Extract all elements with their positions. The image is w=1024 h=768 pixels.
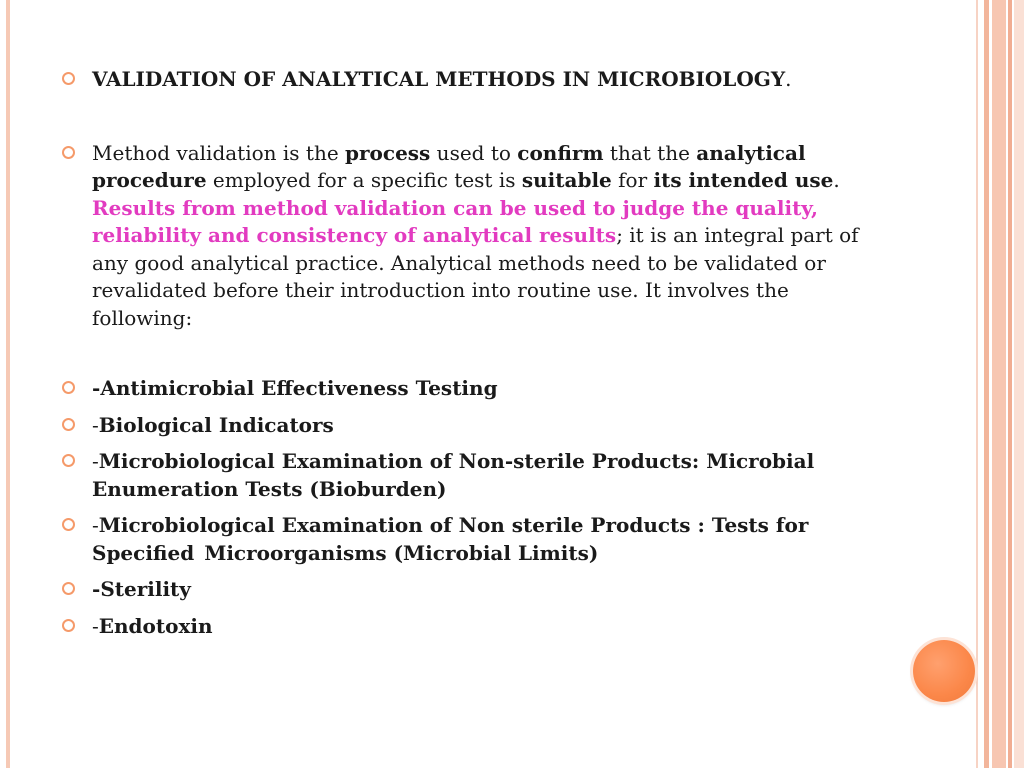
decorative-orange-circle — [913, 640, 975, 702]
bullet-circle-icon — [62, 619, 75, 632]
bullet-circle-icon — [62, 454, 75, 467]
list-item — [62, 576, 882, 604]
list-item — [62, 375, 882, 403]
list-item-prefix: - — [92, 449, 99, 473]
bullet-circle-icon — [62, 418, 75, 431]
list-item-text: Sterility — [100, 577, 191, 601]
list-item-text: Biological Indicators — [98, 412, 334, 437]
list-item-text: Microbiological Examination of Non-sterile Products: Microbial Enumeration Tests (Bioburden) — [92, 449, 815, 501]
bullet-circle-icon — [62, 381, 75, 394]
paragraph-text: . — [833, 168, 840, 192]
paragraph-bold: its intended use — [653, 168, 834, 192]
stripe — [1014, 0, 1024, 768]
list-item-prefix: - — [92, 513, 99, 537]
list-item — [62, 512, 882, 567]
list-item-text: Microbiological Examination of Non sterile Products : Tests for Specified — [92, 513, 809, 565]
paragraph-text: for — [611, 168, 654, 192]
bullet-circle-icon — [62, 146, 75, 159]
paragraph-text: used to — [430, 140, 518, 165]
list-item-prefix: - — [92, 613, 99, 638]
paragraph-bold: confirm — [517, 140, 604, 165]
list-item — [62, 412, 882, 440]
bullet-circle-icon — [62, 582, 75, 595]
slide-title-item — [62, 66, 882, 94]
list-item-prefix: - — [92, 412, 99, 437]
list-item-text: Endotoxin — [98, 613, 213, 638]
slide-content — [62, 66, 882, 640]
paragraph-text: that the — [603, 140, 697, 165]
paragraph-bold: analytical procedure — [92, 140, 806, 192]
paragraph-text: employed for a specific test is — [206, 168, 522, 192]
stripe — [976, 0, 978, 768]
stripe — [1008, 0, 1012, 768]
paragraph-text: Method validation is the — [92, 140, 346, 165]
left-decorative-rule — [6, 0, 10, 768]
stripe — [992, 0, 1006, 768]
list-item — [62, 613, 882, 641]
intro-paragraph — [62, 140, 882, 333]
title-suffix: . — [785, 67, 792, 91]
slide-title: VALIDATION OF ANALYTICAL METHODS IN MICROBIOLOGY — [92, 67, 786, 91]
bullet-circle-icon — [62, 72, 75, 85]
paragraph-text: ; it is an integral part of any good analytical practice. Analytical methods need to be validated or revalidated before their introduction into routine use. It involves the following: — [92, 223, 859, 330]
bullet-circle-icon — [62, 518, 75, 531]
methods-list — [62, 375, 882, 640]
list-item-text: Microorganisms (Microbial Limits) — [204, 540, 599, 565]
right-decorative-stripes — [976, 0, 1024, 768]
paragraph-bold: process — [345, 140, 431, 165]
list-item — [62, 448, 882, 503]
list-item-prefix: - — [92, 577, 101, 601]
highlighted-text: Results from method validation can be used to judge the quality, reliability and consistency of analytical results — [92, 195, 818, 247]
stripe — [984, 0, 989, 768]
paragraph-bold: suitable — [521, 168, 612, 192]
list-item-prefix: - — [92, 376, 101, 400]
list-item-text: Antimicrobial Effectiveness Testing — [100, 376, 498, 400]
